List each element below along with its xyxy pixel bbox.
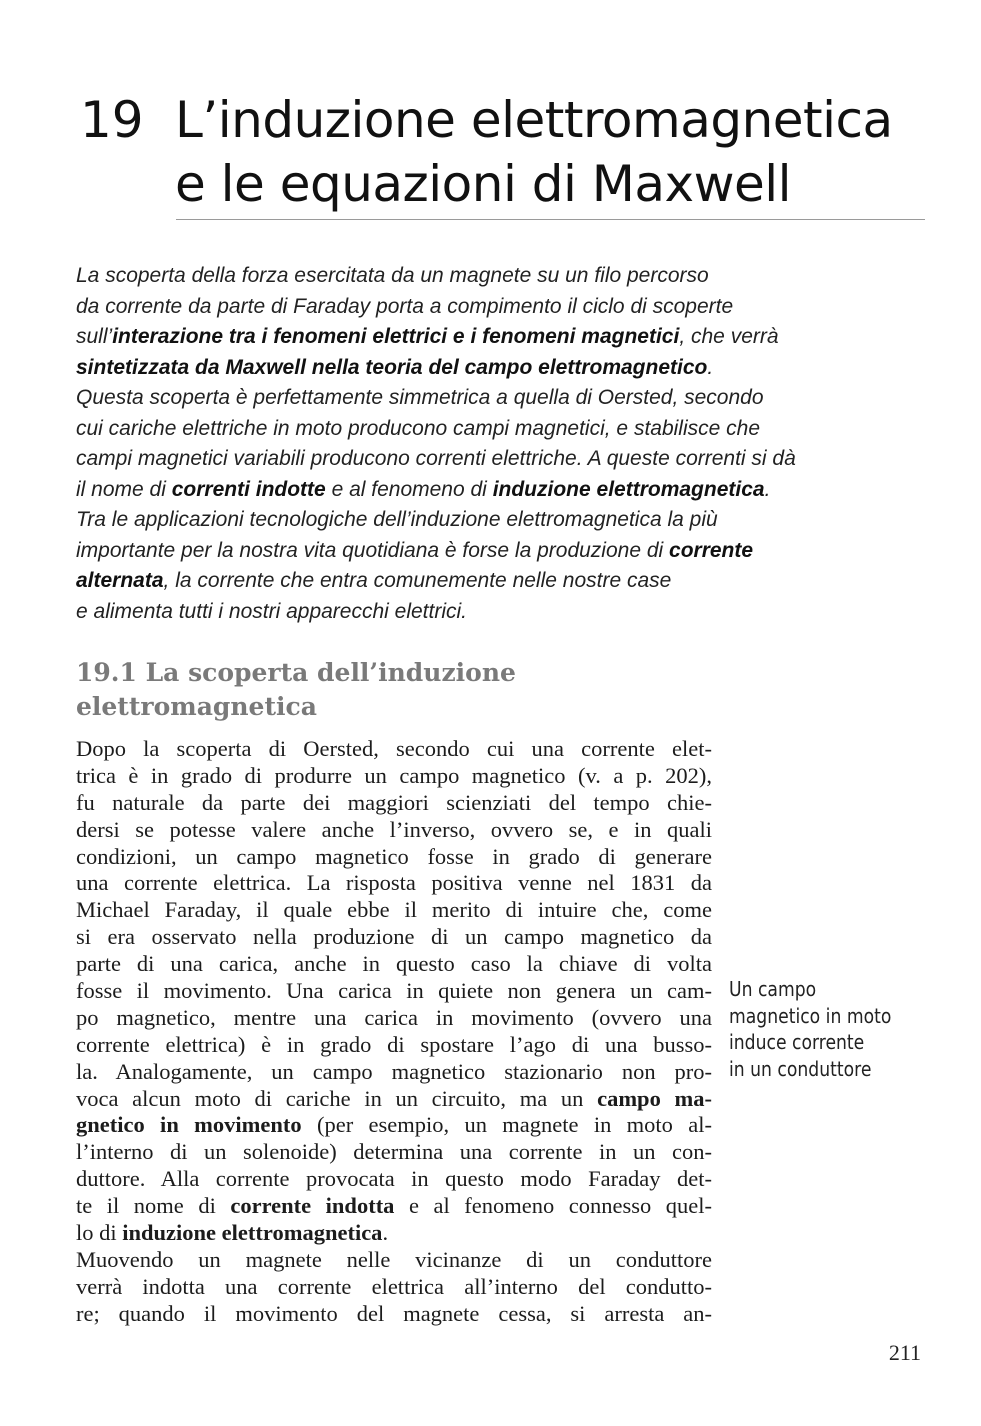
body-line: verrà indotta una corrente elettrica all’interno del condutto- — [76, 1273, 712, 1299]
section-heading — [76, 656, 676, 724]
margin-note-line: magnetico in moto — [729, 1003, 892, 1028]
body-line: fosse il movimento. Una carica in quiete non genera un cam- — [76, 978, 712, 1004]
intro-line: alternata, la corrente che entra comunemente nelle nostre case — [76, 569, 672, 592]
intro-line: La scoperta della forza esercitata da un magnete su un filo percorso — [76, 264, 709, 287]
body-line: corrente elettrica) è in grado di spostare l’ago di una busso- — [76, 1031, 712, 1057]
body-line: trica è in grado di produrre un campo magnetico (v. a p. 202), — [76, 762, 712, 788]
body-line: voca alcun moto di cariche in un circuito, ma un campo ma- — [76, 1085, 712, 1111]
margin-note-line: Un campo — [729, 977, 817, 1001]
section-heading-line: elettromagnetica — [76, 692, 317, 721]
intro-emphasis: correnti indotte — [171, 477, 326, 501]
body-line: l’interno di un solenoide) determina una corrente in un con- — [76, 1139, 712, 1165]
intro-line: il nome di correnti indotte e al fenomeno di induzione elettromagnetica. — [76, 477, 771, 501]
intro-emphasis: induzione elettromagnetica — [492, 477, 765, 501]
intro-line: da corrente da parte di Faraday porta a compimento il ciclo di scoperte — [76, 294, 734, 318]
intro-line: importante per la nostra vita quotidiana è forse la produzione di corrente — [76, 538, 754, 562]
chapter-title-line: e le equazioni di Maxwell — [175, 155, 792, 213]
intro-emphasis: interazione tra i fenomeni elettrici e i fenomeni magnetici — [112, 325, 680, 348]
body-emphasis: campo ma- — [597, 1085, 712, 1111]
body-line: re; quando il movimento del magnete cessa, si arresta an- — [76, 1300, 712, 1326]
chapter-title — [175, 88, 925, 216]
body-emphasis: corrente indotta — [230, 1193, 395, 1219]
chapter-number: 19 — [80, 91, 144, 149]
intro-emphasis: sintetizzata da Maxwell nella teoria del campo elettromagnetico — [76, 355, 708, 379]
intro-line: sull’interazione tra i fenomeni elettrici e i fenomeni magnetici, che verrà — [76, 325, 779, 348]
body-line: dersi se potesse valere anche l’inverso, ovvero se, e in quali — [76, 816, 712, 842]
body-line: te il nome di corrente indotta e al fenomeno connesso quel- — [76, 1193, 712, 1219]
intro-line: campi magnetici variabili producono correnti elettriche. A queste correnti si dà — [76, 447, 796, 470]
body-line: lo di induzione elettromagnetica. — [76, 1220, 389, 1246]
body-line: gnetico in movimento (per esempio, un magnete in moto al- — [76, 1112, 712, 1138]
body-line: duttore. Alla corrente provocata in questo modo Faraday det- — [76, 1166, 712, 1192]
chapter-title-line: L’induzione elettromagnetica — [175, 91, 893, 149]
body-line: la. Analogamente, un campo magnetico stazionario non pro- — [76, 1058, 712, 1084]
body-line: Muovendo un magnete nelle vicinanze di un conduttore — [76, 1246, 712, 1272]
body-line: una corrente elettrica. La risposta positiva venne nel 1831 da — [76, 870, 712, 896]
margin-note-line: in un conduttore — [729, 1056, 872, 1081]
body-emphasis: induzione elettromagnetica — [122, 1220, 383, 1246]
intro-line: sintetizzata da Maxwell nella teoria del campo elettromagnetico. — [76, 355, 714, 379]
body-line: po magnetico, mentre una carica in movimento (ovvero una — [76, 1004, 712, 1030]
intro-line: cui cariche elettriche in moto producono campi magnetici, e stabilisce che — [76, 416, 761, 440]
body-line: parte di una carica, anche in questo caso la chiave di volta — [76, 951, 712, 977]
margin-note-line: induce corrente — [729, 1030, 865, 1054]
title-divider — [176, 219, 925, 220]
body-paragraphs — [76, 736, 712, 1328]
body-line: si era osservato nella produzione di un campo magnetico da — [76, 924, 712, 950]
body-line: Michael Faraday, il quale ebbe il merito di intuire che, come — [76, 897, 712, 923]
body-line: Dopo la scoperta di Oersted, secondo cui una corrente elet- — [76, 736, 712, 761]
body-emphasis: gnetico in movimento — [76, 1112, 302, 1138]
intro-line: Questa scoperta è perfettamente simmetrica a quella di Oersted, secondo — [76, 386, 764, 409]
body-line: condizioni, un campo magnetico fosse in grado di generare — [76, 843, 712, 869]
chapter-intro — [76, 261, 936, 627]
intro-line: e alimenta tutti i nostri apparecchi elettrici. — [76, 599, 468, 623]
intro-emphasis: alternata — [76, 569, 164, 592]
intro-emphasis: corrente — [669, 538, 754, 562]
page-number: 211 — [888, 1340, 921, 1365]
margin-note — [729, 976, 901, 1082]
section-heading-line: 19.1 La scoperta dell’induzione — [76, 658, 516, 687]
body-line: fu naturale da parte dei maggiori scienziati del tempo chie- — [76, 789, 712, 815]
intro-line: Tra le applicazioni tecnologiche dell’induzione elettromagnetica la più — [76, 508, 718, 531]
